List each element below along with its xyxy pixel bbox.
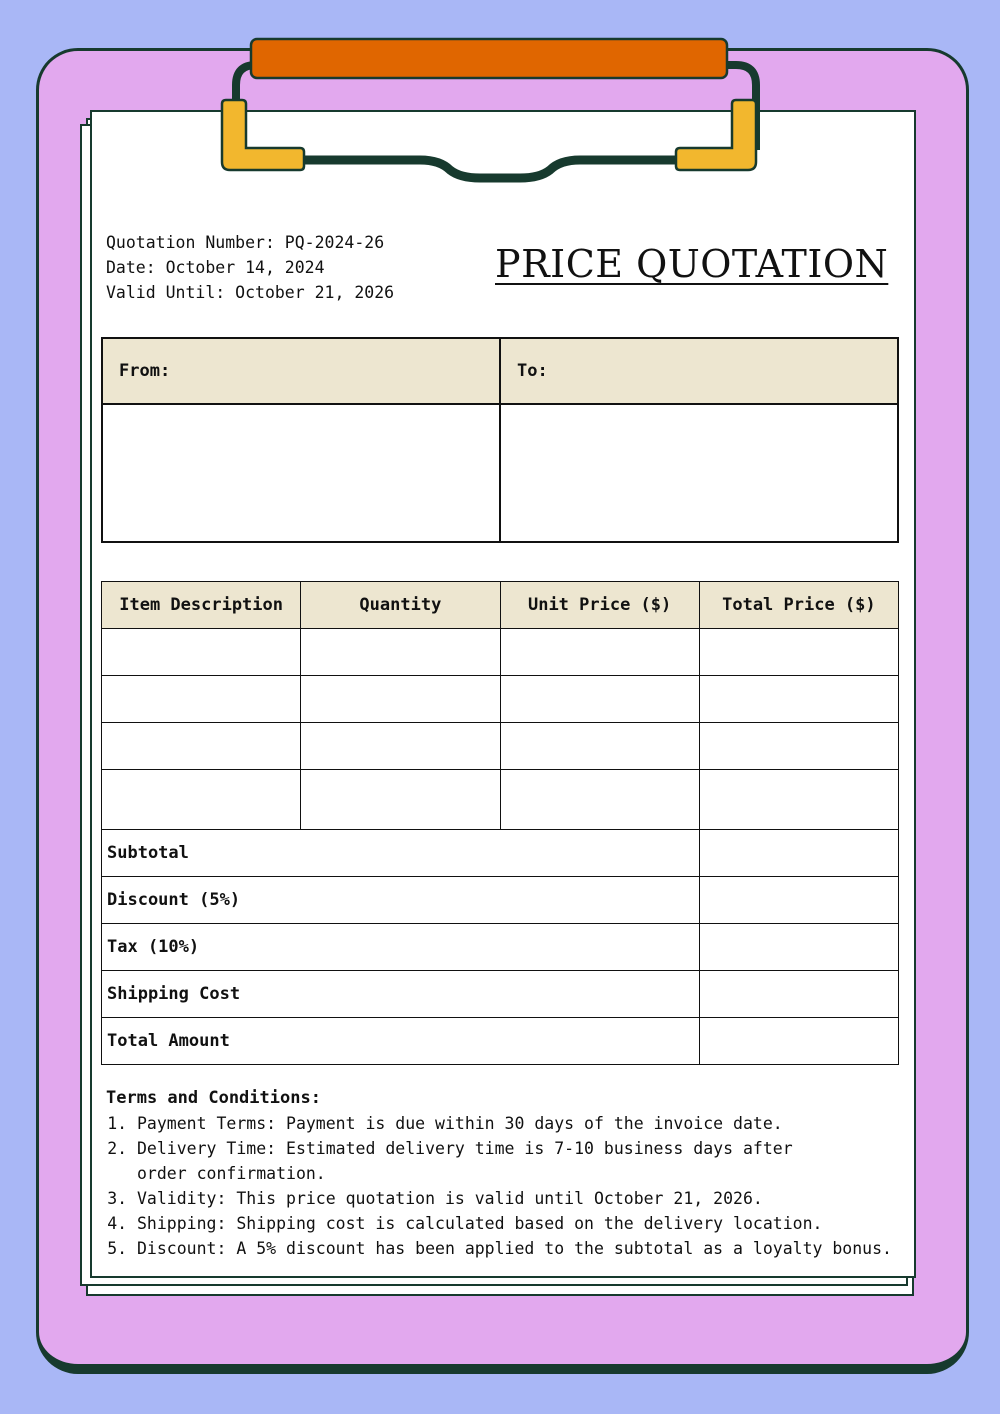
quantity-cell[interactable] — [301, 723, 500, 770]
clip-hinge-left — [222, 100, 304, 170]
from-field[interactable] — [102, 404, 500, 542]
unit-price-cell[interactable] — [500, 676, 699, 723]
items-table — [101, 581, 899, 1065]
item-description-cell[interactable] — [102, 676, 301, 723]
unit-price-cell[interactable] — [500, 723, 699, 770]
item-description-cell[interactable] — [102, 629, 301, 676]
terms-section — [106, 1086, 892, 1261]
list-item: 5. Discount: A 5% discount has been applied to the subtotal as a loyalty bonus. — [137, 1236, 892, 1261]
items-header-row — [102, 582, 899, 629]
quotation-number: Quotation Number: PQ-2024-26 — [106, 233, 385, 252]
total-price-cell[interactable] — [699, 676, 898, 723]
shipping-row — [102, 971, 899, 1018]
table-row — [102, 770, 899, 830]
list-item: 4. Shipping: Shipping cost is calculated based on the delivery location. — [137, 1211, 892, 1236]
clipboard-clip — [0, 0, 1000, 200]
total-price-cell[interactable] — [699, 723, 898, 770]
tax-label: Tax (10%) — [102, 924, 700, 971]
shipping-label: Shipping Cost — [102, 971, 700, 1018]
subtotal-label: Subtotal — [102, 830, 700, 877]
list-item: 3. Validity: This price quotation is valid until October 21, 2026. — [137, 1186, 892, 1211]
quantity-cell[interactable] — [301, 676, 500, 723]
from-header: From: — [102, 338, 500, 404]
quantity-cell[interactable] — [301, 770, 500, 830]
list-item: 2. Delivery Time: Estimated delivery time is 7-10 business days after order confirmation. — [137, 1136, 827, 1186]
to-header: To: — [500, 338, 898, 404]
header-total-price: Total Price ($) — [699, 582, 898, 629]
quotation-date: Date: October 14, 2024 — [106, 258, 325, 277]
table-row — [102, 676, 899, 723]
unit-price-cell[interactable] — [500, 770, 699, 830]
total-row — [102, 1018, 899, 1065]
subtotal-row — [102, 830, 899, 877]
unit-price-cell[interactable] — [500, 629, 699, 676]
discount-label: Discount (5%) — [102, 877, 700, 924]
total-value[interactable] — [699, 1018, 898, 1065]
total-label: Total Amount — [102, 1018, 700, 1065]
quotation-meta — [106, 230, 394, 305]
table-row — [102, 723, 899, 770]
quantity-cell[interactable] — [301, 629, 500, 676]
tax-row — [102, 924, 899, 971]
total-price-cell[interactable] — [699, 629, 898, 676]
subtotal-value[interactable] — [699, 830, 898, 877]
total-price-cell[interactable] — [699, 770, 898, 830]
shipping-value[interactable] — [699, 971, 898, 1018]
table-row — [102, 629, 899, 676]
header-quantity: Quantity — [301, 582, 500, 629]
header-unit-price: Unit Price ($) — [500, 582, 699, 629]
clip-hinge-right — [676, 100, 756, 170]
discount-value[interactable] — [699, 877, 898, 924]
item-description-cell[interactable] — [102, 770, 301, 830]
to-field[interactable] — [500, 404, 898, 542]
quotation-valid-until: Valid Until: October 21, 2026 — [106, 283, 395, 302]
terms-heading: Terms and Conditions: — [106, 1088, 321, 1108]
terms-list — [106, 1111, 892, 1261]
parties-table — [101, 337, 899, 543]
clip-bar — [251, 39, 727, 78]
discount-row — [102, 877, 899, 924]
item-description-cell[interactable] — [102, 723, 301, 770]
page-title: PRICE QUOTATION — [495, 242, 889, 286]
list-item: 1. Payment Terms: Payment is due within 30 days of the invoice date. — [137, 1111, 892, 1136]
tax-value[interactable] — [699, 924, 898, 971]
header-item-description: Item Description — [102, 582, 301, 629]
